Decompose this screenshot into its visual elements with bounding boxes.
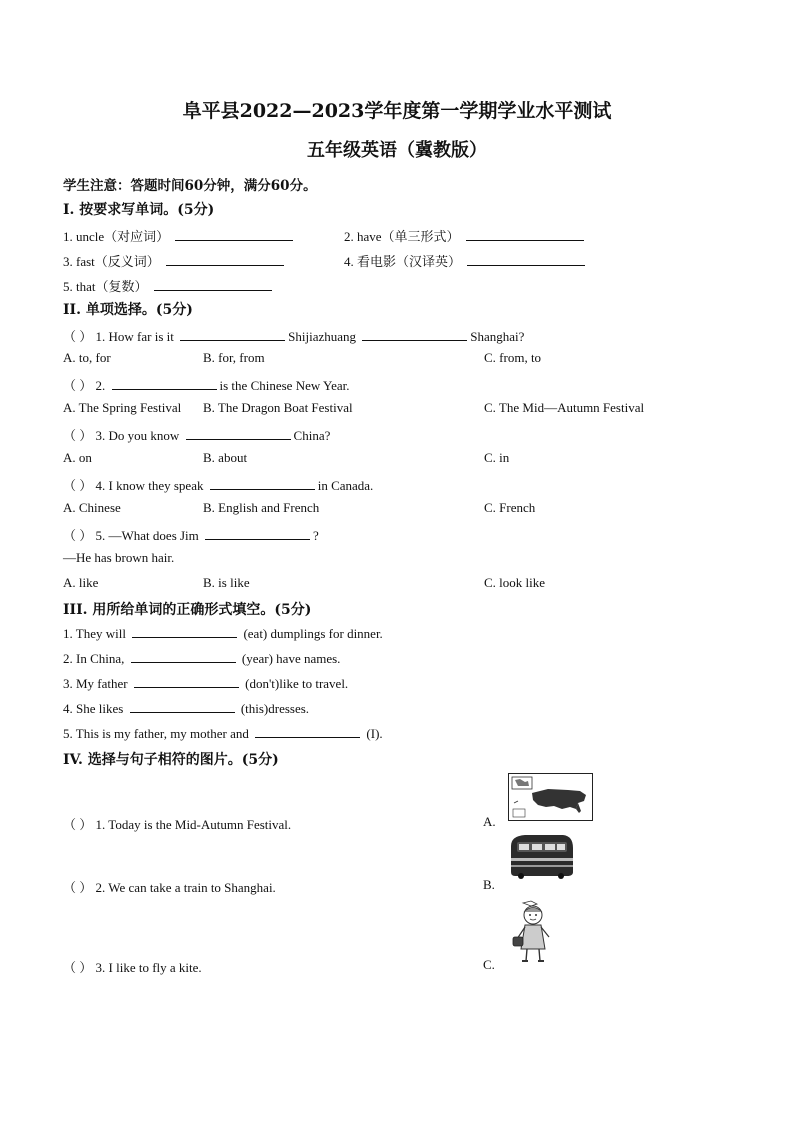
s4-option-c[interactable]: C. <box>483 957 495 972</box>
answer-blank[interactable] <box>205 527 310 540</box>
answer-paren[interactable]: （ ） <box>63 528 93 543</box>
answer-paren[interactable]: （ ） <box>63 428 93 443</box>
q4-option-a[interactable]: A. Chinese <box>63 500 121 515</box>
train-picture-icon <box>507 832 575 880</box>
answer-paren[interactable]: （ ） <box>63 817 93 832</box>
section-2-heading: II. 单项选择。(5分) <box>63 302 193 318</box>
s4-item-2: （ ） 2. We can take a train to Shanghai. <box>63 877 276 896</box>
q5-option-b[interactable]: B. is like <box>203 575 250 590</box>
answer-blank[interactable] <box>175 228 293 241</box>
section-1-heading: I. 按要求写单词。(5分) <box>63 202 215 218</box>
s3-item-3: 3. My father (don't)like to travel. <box>63 676 349 691</box>
answer-paren[interactable]: （ ） <box>63 880 93 895</box>
answer-paren[interactable]: （ ） <box>63 329 93 344</box>
q3-option-a[interactable]: A. on <box>63 450 92 465</box>
q4-stem: （ ） 4. I know they speak in Canada. <box>63 475 373 494</box>
answer-blank[interactable] <box>134 675 239 688</box>
answer-blank[interactable] <box>255 725 360 738</box>
s4-option-b[interactable]: B. <box>483 877 495 892</box>
answer-blank[interactable] <box>132 625 237 638</box>
q4-option-b[interactable]: B. English and French <box>203 500 320 515</box>
s4-option-a[interactable]: A. <box>483 814 496 829</box>
q2-option-c[interactable]: C. The Mid—Autumn Festival <box>484 400 645 415</box>
section-4-heading: IV. 选择与句子相符的图片。(5分) <box>63 752 279 768</box>
q5-stem: （ ） 5. —What does Jim ? <box>63 525 319 544</box>
q4-option-c[interactable]: C. French <box>484 500 536 515</box>
s3-item-4: 4. She likes (this)dresses. <box>63 701 310 716</box>
answer-blank[interactable] <box>362 328 467 341</box>
section-3-heading: III. 用所给单词的正确形式填空。(5分) <box>63 602 312 618</box>
q5-reply: —He has brown hair. <box>63 550 175 565</box>
answer-paren[interactable]: （ ） <box>63 478 93 493</box>
answer-blank[interactable] <box>112 377 217 390</box>
q1-option-c[interactable]: C. from, to <box>484 350 542 365</box>
answer-blank[interactable] <box>466 228 584 241</box>
q3-option-b[interactable]: B. about <box>203 450 248 465</box>
s3-item-5: 5. This is my father, my mother and (I). <box>63 726 383 741</box>
s1-item-5: 5. that（复数） <box>63 276 275 295</box>
answer-blank[interactable] <box>186 427 291 440</box>
s1-item-4: 4. 看电影（汉译英） <box>344 251 588 270</box>
s3-item-1: 1. They will (eat) dumplings for dinner. <box>63 626 383 641</box>
answer-blank[interactable] <box>467 253 585 266</box>
q1-stem: （ ） 1. How far is it Shijiazhuang Shanghai? <box>63 326 524 345</box>
answer-blank[interactable] <box>131 650 236 663</box>
answer-paren[interactable]: （ ） <box>63 960 93 975</box>
page-subtitle: 五年级英语（冀教版） <box>307 140 487 161</box>
q5-option-a[interactable]: A. like <box>63 575 99 590</box>
s4-item-3: （ ） 3. I like to fly a kite. <box>63 957 202 976</box>
q3-stem: （ ） 3. Do you know China? <box>63 425 330 444</box>
s4-item-1: （ ） 1. Today is the Mid-Autumn Festival. <box>63 814 291 833</box>
s3-item-2: 2. In China, (year) have names. <box>63 651 341 666</box>
answer-blank[interactable] <box>154 278 272 291</box>
s1-item-1: 1. uncle（对应词） <box>63 226 296 245</box>
answer-blank[interactable] <box>180 328 285 341</box>
s1-item-3: 3. fast（反义词） <box>63 251 287 270</box>
page-title: 阜平县2022—2023学年度第一学期学业水平测试 <box>182 100 612 122</box>
q2-option-a[interactable]: A. The Spring Festival <box>63 400 182 415</box>
q5-option-c[interactable]: C. look like <box>484 575 546 590</box>
answer-blank[interactable] <box>130 700 235 713</box>
answer-paren[interactable]: （ ） <box>63 378 93 393</box>
map-picture-icon <box>508 773 593 821</box>
student-note: 学生注意：答题时间60分钟，满分60分。 <box>63 178 317 194</box>
answer-blank[interactable] <box>210 477 315 490</box>
q1-option-a[interactable]: A. to, for <box>63 350 111 365</box>
q1-option-b[interactable]: B. for, from <box>203 350 265 365</box>
answer-blank[interactable] <box>166 253 284 266</box>
q3-option-c[interactable]: C. in <box>484 450 510 465</box>
s1-item-2: 2. have（单三形式） <box>344 226 587 245</box>
q2-option-b[interactable]: B. The Dragon Boat Festival <box>203 400 353 415</box>
q2-stem: （ ） 2. is the Chinese New Year. <box>63 375 350 394</box>
girl-with-bag-picture-icon <box>511 897 557 967</box>
